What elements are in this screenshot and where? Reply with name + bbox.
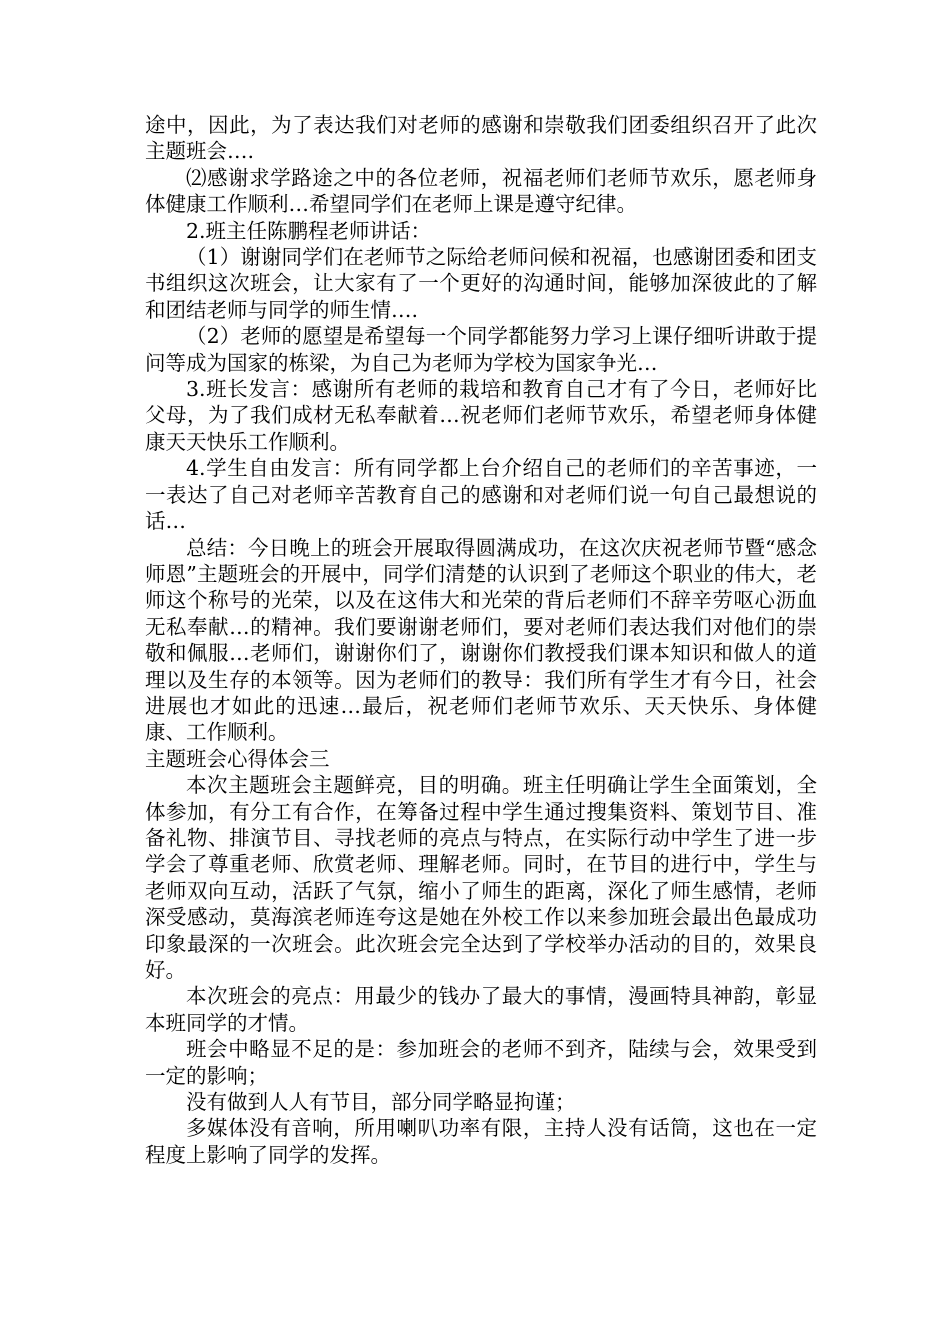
section-heading: 主题班会心得体会三 [145,746,330,771]
paragraph-shortcomings: 班会中略显不足的是：参加班会的老师不到齐，陆续与会，效果受到一定的影响； [145,1037,817,1088]
paragraph-summary: 总结：今日晚上的班会开展取得圆满成功，在这次庆祝老师节暨“感念师恩”主题班会的开展中，同学们清楚的认识到了老师这个职业的伟大，老师这个称号的光荣，以及在这伟大和光荣的背后老师们不辞辛劳呕心沥血无私奉献…的精神。我们要谢谢老师们，要对老师们表达我们对他们的崇敬和佩服…老师们，谢谢你们了，谢谢你们教授我们课本知识和做人的道理以及生存的本领等。因为老师们的教导：我们所有学生才有今日，社会进展也才如此的迅速…最后，祝老师们老师节欢乐、天天快乐、身体健康、工作顺利。 [145,535,817,745]
paragraph-continuation: 途中，因此，为了表达我们对老师的感谢和崇敬我们团委组织召开了此次主题班会…. [145,113,817,164]
paragraph-reflection: 本次主题班会主题鲜亮，目的明确。班主任明确让学生全面策划，全体参加，有分工有合作，在筹备过程中学生通过搜集资料、策划节目、准备礼物、排演节目、寻找老师的亮点与特点，在实际行动中学生了进一步学会了尊重老师、欣赏老师、理解老师。同时，在节目的进行中，学生与老师双向互动，活跃了气氛，缩小了师生的距离，深化了师生感情，老师深受感动，莫海滨老师连夸这是她在外校工作以来参加班会最出色最成功印象最深的一次班会。此次班会完全达到了学校举办活动的目的，效果良好。 [145,773,817,982]
paragraph-teacher-speech-2: （2）老师的愿望是希望每一个同学都能努力学习上课仔细听讲敢于提问等成为国家的栋梁，为自己为老师为学校为国家争光… [145,324,817,375]
paragraph-teacher-speech-heading: 2.班主任陈鹏程老师讲话： [186,218,432,243]
paragraph-shortcoming-2: 没有做到人人有节目，部分同学略显拘谨； [186,1090,576,1115]
paragraph-free-speech: 4.学生自由发言：所有同学都上台介绍自己的老师们的辛苦事迹，一一表达了自己对老师辛苦教育自己的感谢和对老师们说一句自己最想说的话… [145,456,817,534]
paragraph-shortcoming-3: 多媒体没有音响，所用喇叭功率有限，主持人没有话筒，这也在一定程度上影响了同学的发挥。 [145,1116,817,1167]
paragraph-teacher-speech-1: （1）谢谢同学们在老师节之际给老师问候和祝福，也感谢团委和团支书组织这次班会，让大家有了一个更好的沟通时间，能够加深彼此的了解和团结老师与同学的师生情…. [145,245,817,322]
paragraph-highlights: 本次班会的亮点：用最少的钱办了最大的事情，漫画特具神韵，彰显本班同学的才情。 [145,984,817,1035]
paragraph-monitor-speech: 3.班长发言：感谢所有老师的栽培和教育自己才有了今日，老师好比父母，为了我们成材无私奉献着…祝老师们老师节欢乐，希望老师身体健康天天快乐工作顺利。 [145,377,817,454]
document-page [145,112,817,1168]
paragraph-item-2-thanks: ⑵感谢求学路途之中的各位老师，祝福老师们老师节欢乐，愿老师身体健康工作顺利…希望同学们在老师上课是遵守纪律。 [145,165,817,217]
